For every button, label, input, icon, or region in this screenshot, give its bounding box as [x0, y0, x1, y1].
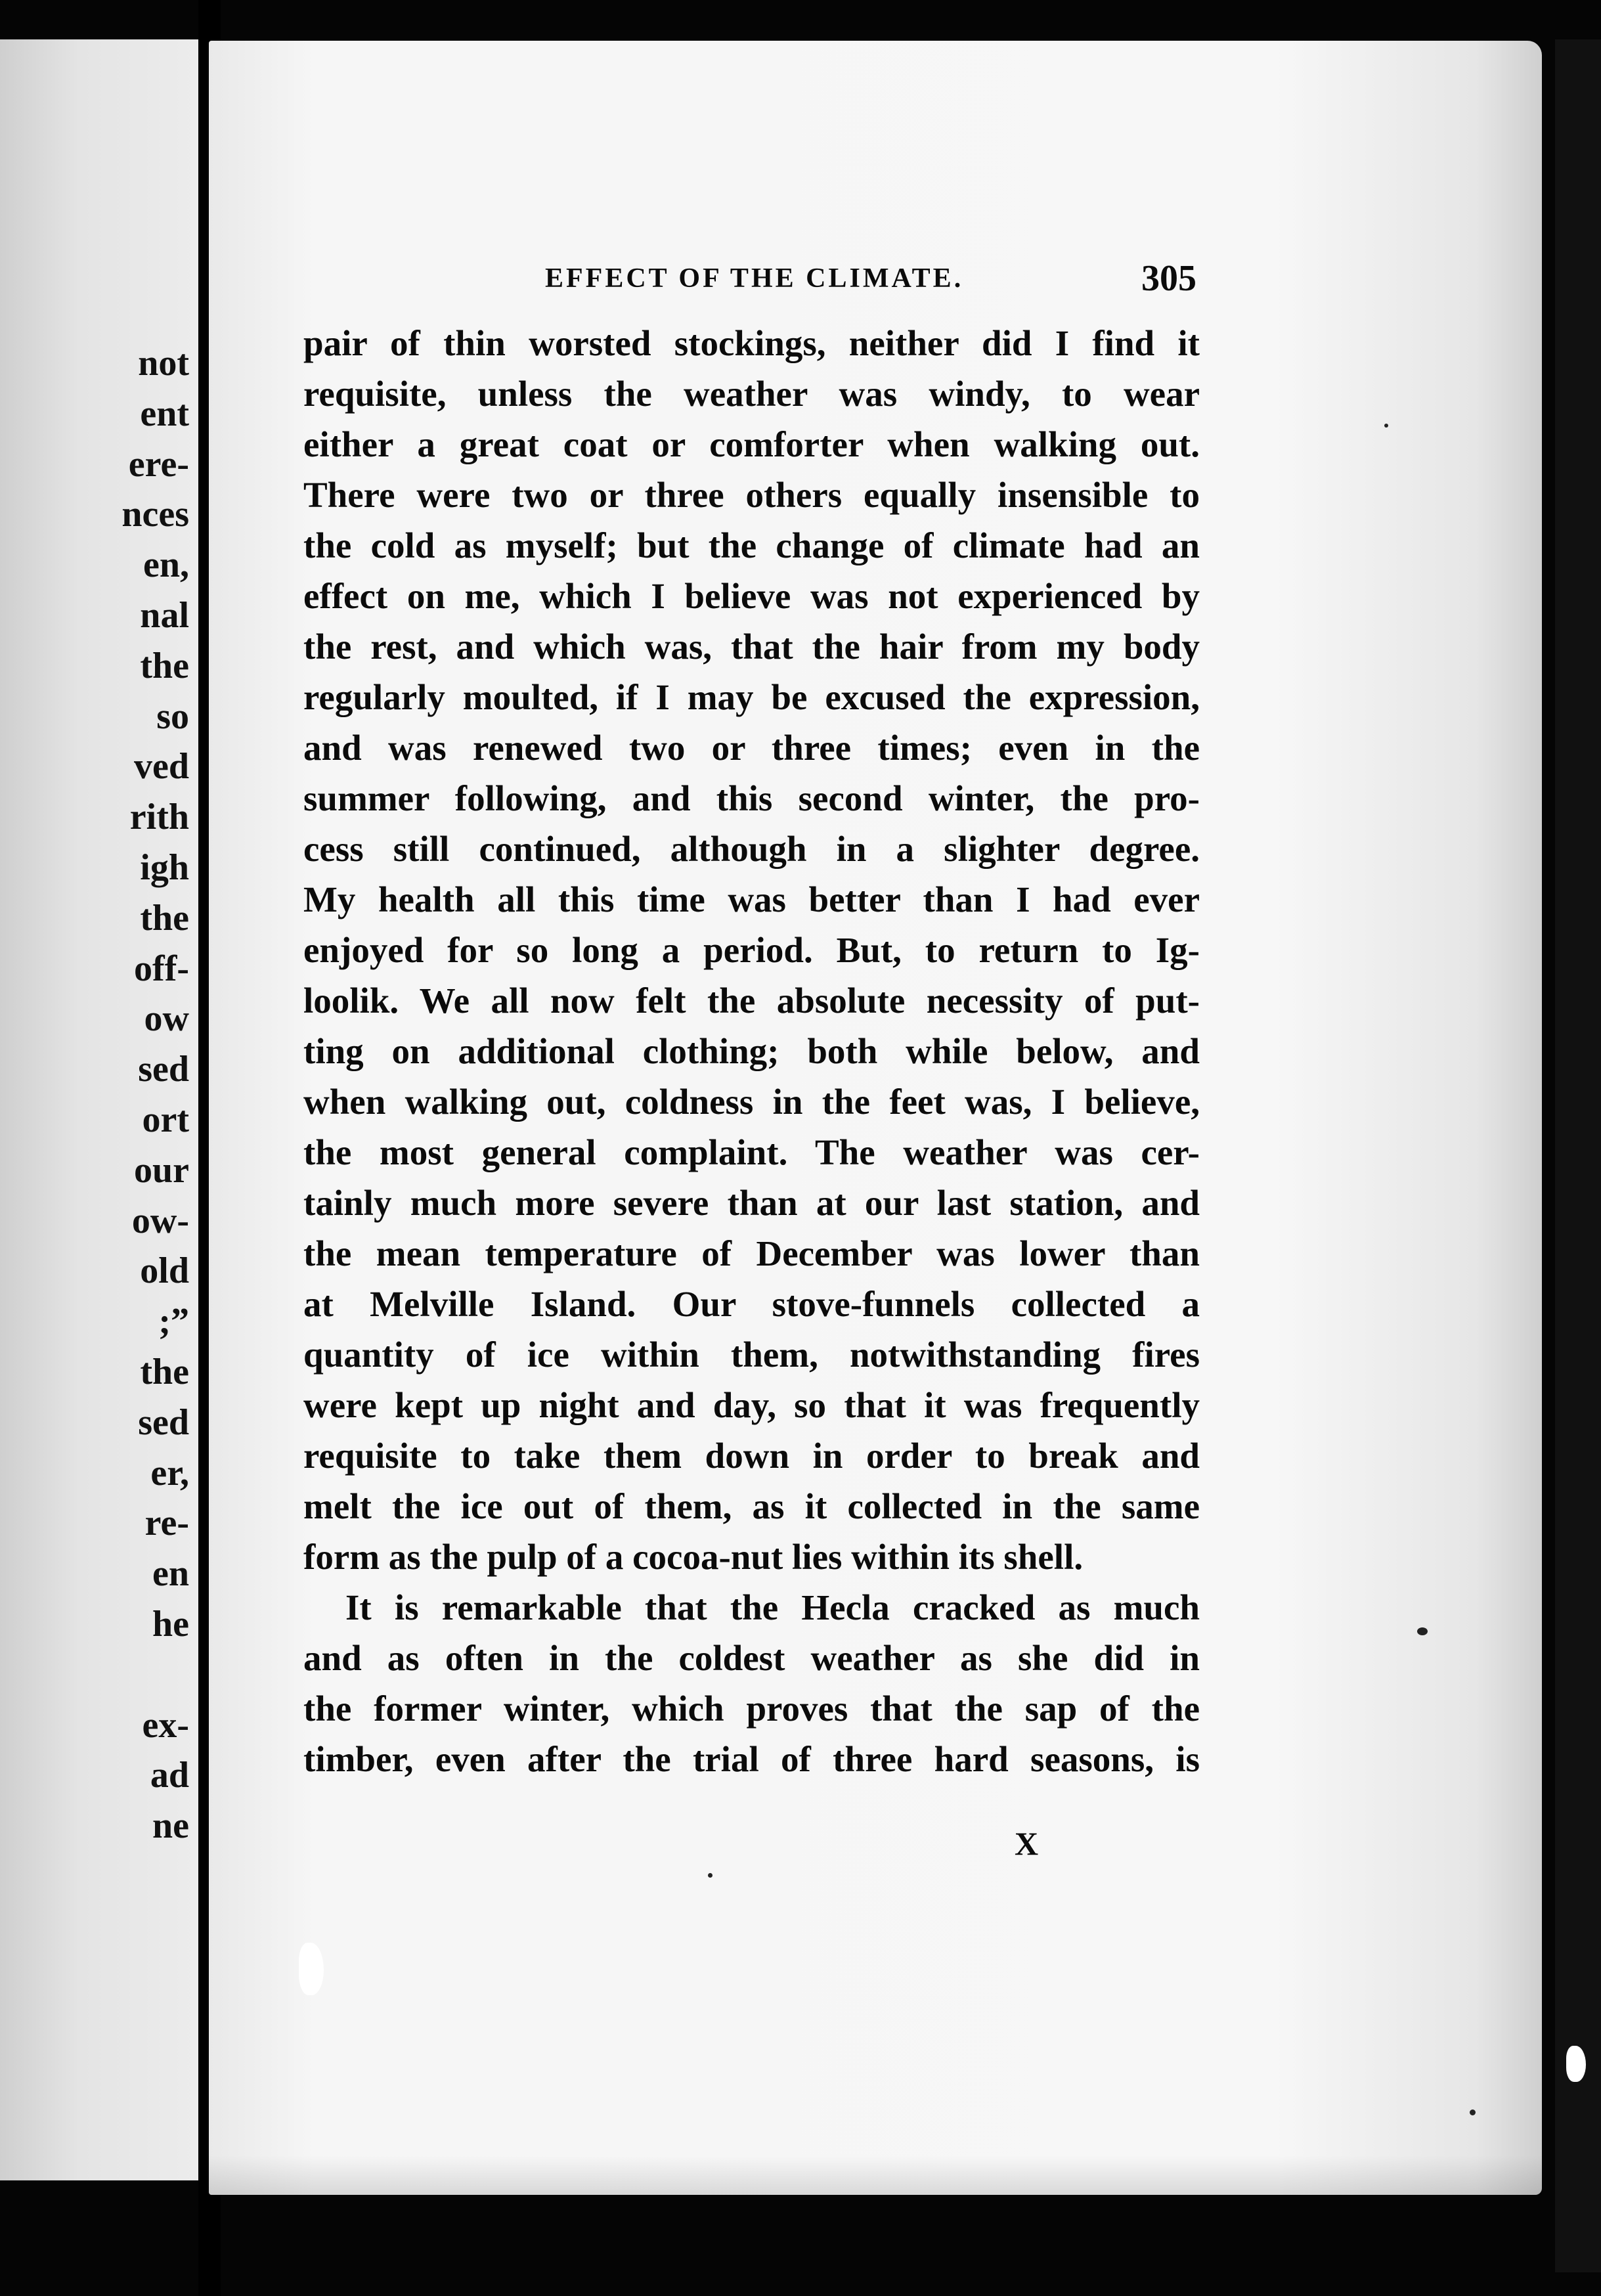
line-fragment: our — [134, 1149, 189, 1191]
line-fragment: ow- — [131, 1200, 189, 1241]
page-edge-shadow — [1555, 39, 1601, 2272]
text-line: tainly much more severe than at our last station, and — [303, 1183, 1200, 1223]
text-line: My health all this time was better than I had ever — [303, 879, 1200, 919]
line-fragment: ent — [140, 393, 189, 434]
line-fragment: the — [140, 1351, 189, 1392]
text-line: when walking out, coldness in the feet was, I believe, — [303, 1082, 1200, 1122]
ink-speck — [1384, 424, 1388, 428]
page-number: 305 — [1141, 258, 1196, 299]
line-fragment: old — [140, 1250, 189, 1292]
line-fragment: rith — [129, 797, 189, 838]
text-line: and was renewed two or three times; even in the — [303, 728, 1200, 768]
text-line: requisite to take them down in order to break and — [303, 1436, 1200, 1476]
ink-speck — [1470, 2109, 1476, 2115]
text-line: ting on additional clothing; both while below, and — [303, 1031, 1200, 1071]
line-fragment: sed — [138, 1402, 189, 1443]
text-line: either a great coat or comforter when walking out. — [303, 424, 1200, 464]
text-line: pair of thin worsted stockings, neither did I find it — [303, 323, 1200, 363]
text-line: form as the pulp of a cocoa-nut lies within its shell. — [303, 1537, 1084, 1577]
line-fragment: ow — [144, 998, 189, 1040]
line-fragment: so — [156, 695, 189, 737]
page-body — [303, 318, 1200, 1784]
text-line: summer following, and this second winter, the pro- — [303, 778, 1200, 818]
line-fragment: ad — [150, 1755, 189, 1796]
line-fragment: the — [140, 645, 189, 686]
line-fragment: ne — [152, 1805, 189, 1847]
signature-mark: X — [1015, 1825, 1039, 1862]
line-fragment: nces — [121, 494, 189, 535]
line-fragment: er, — [150, 1452, 189, 1493]
paragraph-start-line: It is remarkable that the Hecla cracked as much — [345, 1587, 1200, 1627]
line-fragment: en — [152, 1553, 189, 1595]
text-line: timber, even after the trial of three hard seasons, is — [303, 1739, 1200, 1779]
text-line: requisite, unless the weather was windy, to wear — [303, 374, 1200, 414]
paper-blemish — [299, 1943, 324, 1995]
line-fragment: ex- — [142, 1704, 189, 1746]
text-line: were kept up night and day, so that it was frequently — [303, 1385, 1200, 1425]
line-fragment: igh — [140, 847, 189, 888]
ink-speck — [1417, 1627, 1428, 1635]
previous-page-line-ends — [121, 338, 189, 1851]
text-line: and as often in the coldest weather as she did in — [303, 1638, 1200, 1678]
line-fragment: en, — [143, 544, 189, 586]
line-fragment: ;” — [158, 1301, 189, 1342]
text-line: the cold as myself; but the change of climate had an — [303, 525, 1200, 565]
text-line: There were two or three others equally insensible to — [303, 475, 1200, 515]
line-fragment: sed — [138, 1049, 189, 1090]
line-fragment: off- — [134, 948, 189, 989]
text-line: the former winter, which proves that the sap of the — [303, 1689, 1200, 1729]
line-fragment: re- — [144, 1503, 189, 1544]
line-fragment — [121, 1650, 189, 1700]
paper-blemish — [1566, 2046, 1586, 2082]
text-line: quantity of ice within them, notwithstanding fires — [303, 1335, 1200, 1375]
ink-speck — [708, 1873, 713, 1878]
running-head: EFFECT OF THE CLIMATE. — [545, 263, 964, 294]
text-line: cess still continued, although in a slighter degree. — [303, 829, 1200, 869]
text-line: the most general complaint. The weather was cer- — [303, 1132, 1200, 1172]
text-line: regularly moulted, if I may be excused the expression, — [303, 677, 1200, 717]
line-fragment: ere- — [128, 443, 189, 485]
line-fragment: not — [138, 343, 189, 384]
text-line: the mean temperature of December was lower than — [303, 1233, 1200, 1273]
line-fragment: the — [140, 897, 189, 938]
text-line: the rest, and which was, that the hair from my body — [303, 627, 1200, 667]
line-fragment: he — [152, 1603, 189, 1645]
line-fragment: ved — [134, 746, 189, 787]
text-line: at Melville Island. Our stove-funnels collected a — [303, 1284, 1200, 1324]
previous-page-edge — [0, 39, 198, 2180]
text-line: loolik. We all now felt the absolute necessity of put- — [303, 981, 1200, 1021]
text-line: effect on me, which I believe was not experienced by — [303, 576, 1200, 616]
line-fragment: ort — [142, 1099, 189, 1140]
text-line: enjoyed for so long a period. But, to return to Ig- — [303, 930, 1200, 970]
line-fragment: nal — [140, 594, 189, 636]
text-line: melt the ice out of them, as it collected in the same — [303, 1486, 1200, 1526]
